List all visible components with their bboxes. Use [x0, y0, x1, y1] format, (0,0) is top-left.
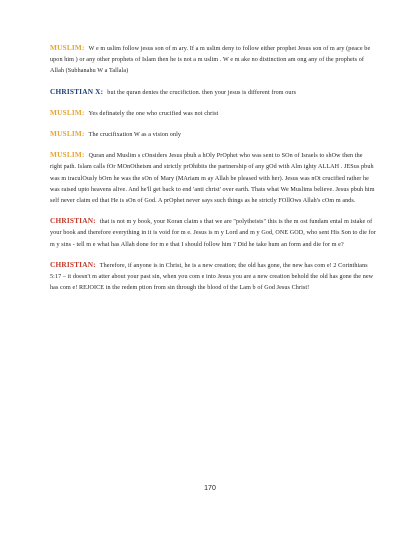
dialogue-content	[50, 42, 376, 302]
dialogue-paragraph	[50, 86, 376, 99]
paragraph-text: Quran and Muslim s cOnsiders Jesus pbuh a hOly PrOphet who was sent to SOn of Israels to shOw then the right path. Islam calls fOr MOnOtheism and strictly prOhibits the partnership of any gOd with Alm ighty ALLAH . JESus pbuh was m iraculOusly bOrn he was the sOn of Mary (MAriam m ay Allah be pleased with her). Jesus was nOt crucified rather he was raised upto heavens alive. And he'll get back to end 'anti christ' over earth. Thats what We Muslims believe. Jesus pbuh him self never claim ed that He is sOn of God. A prOphet never says such things as he strictly FOllOws Allah's cOm m ands.	[50, 153, 375, 205]
paragraph-text: Therefore, if anyone is in Christ, he is a new creation; the old has gone, the new has com e! 2 Corinthians 5:17 – it doesn't m atter about your past sin, when you com e into Jesus you are a new creation behold the old has gone the new has com e! REJOICE in the redem ption from sin through the blood of the Lam b of God Jesus Christ!	[50, 262, 374, 292]
paragraph-text: Yes definately the one who crucified was not christ	[88, 110, 219, 117]
page-number: 170	[204, 485, 216, 492]
speaker-label: MUSLIM:	[50, 150, 85, 160]
paragraph-text: W e m uslim follow jesus son of m ary. If a m uslim deny to follow either prophet Jesus son of m ary (peace be upon him ) or any other prophets of Islam then he is not a m uslim . W e m ake no distinction am ong any of the prophets of Allah (Subhanahu W a Tallala)	[50, 46, 371, 75]
dialogue-paragraph	[50, 149, 376, 207]
speaker-label: CHRISTIAN X:	[50, 86, 104, 96]
paragraph-text: that is not m y book, your Koran claim s that we are "polytheists" this is the m ost fundam ental m istake of your book and therefore everything in it is void for m e. Jesus is m y Lord and m y God, ONE GOD, who sent His Son to die for m y sins - tell m e what has Allah done for m e that I should follow him ? Did he take hum an form and die for m e?	[50, 219, 376, 248]
paragraph-text: but the quran denies the crucifiction. then your jesus is different from ours	[107, 89, 297, 96]
dialogue-paragraph	[50, 259, 376, 295]
dialogue-paragraph	[50, 42, 376, 78]
paragraph-text: The crucifixation W as a vision only	[88, 132, 182, 139]
speaker-label: MUSLIM:	[50, 43, 85, 52]
dialogue-paragraph	[50, 107, 376, 120]
speaker-label: MUSLIM:	[50, 129, 85, 139]
speaker-label: CHRISTIAN:	[50, 216, 96, 226]
dialogue-paragraph	[50, 128, 376, 141]
speaker-label: CHRISTIAN:	[50, 259, 96, 269]
speaker-label: MUSLIM:	[50, 107, 85, 117]
dialogue-paragraph	[50, 215, 376, 251]
